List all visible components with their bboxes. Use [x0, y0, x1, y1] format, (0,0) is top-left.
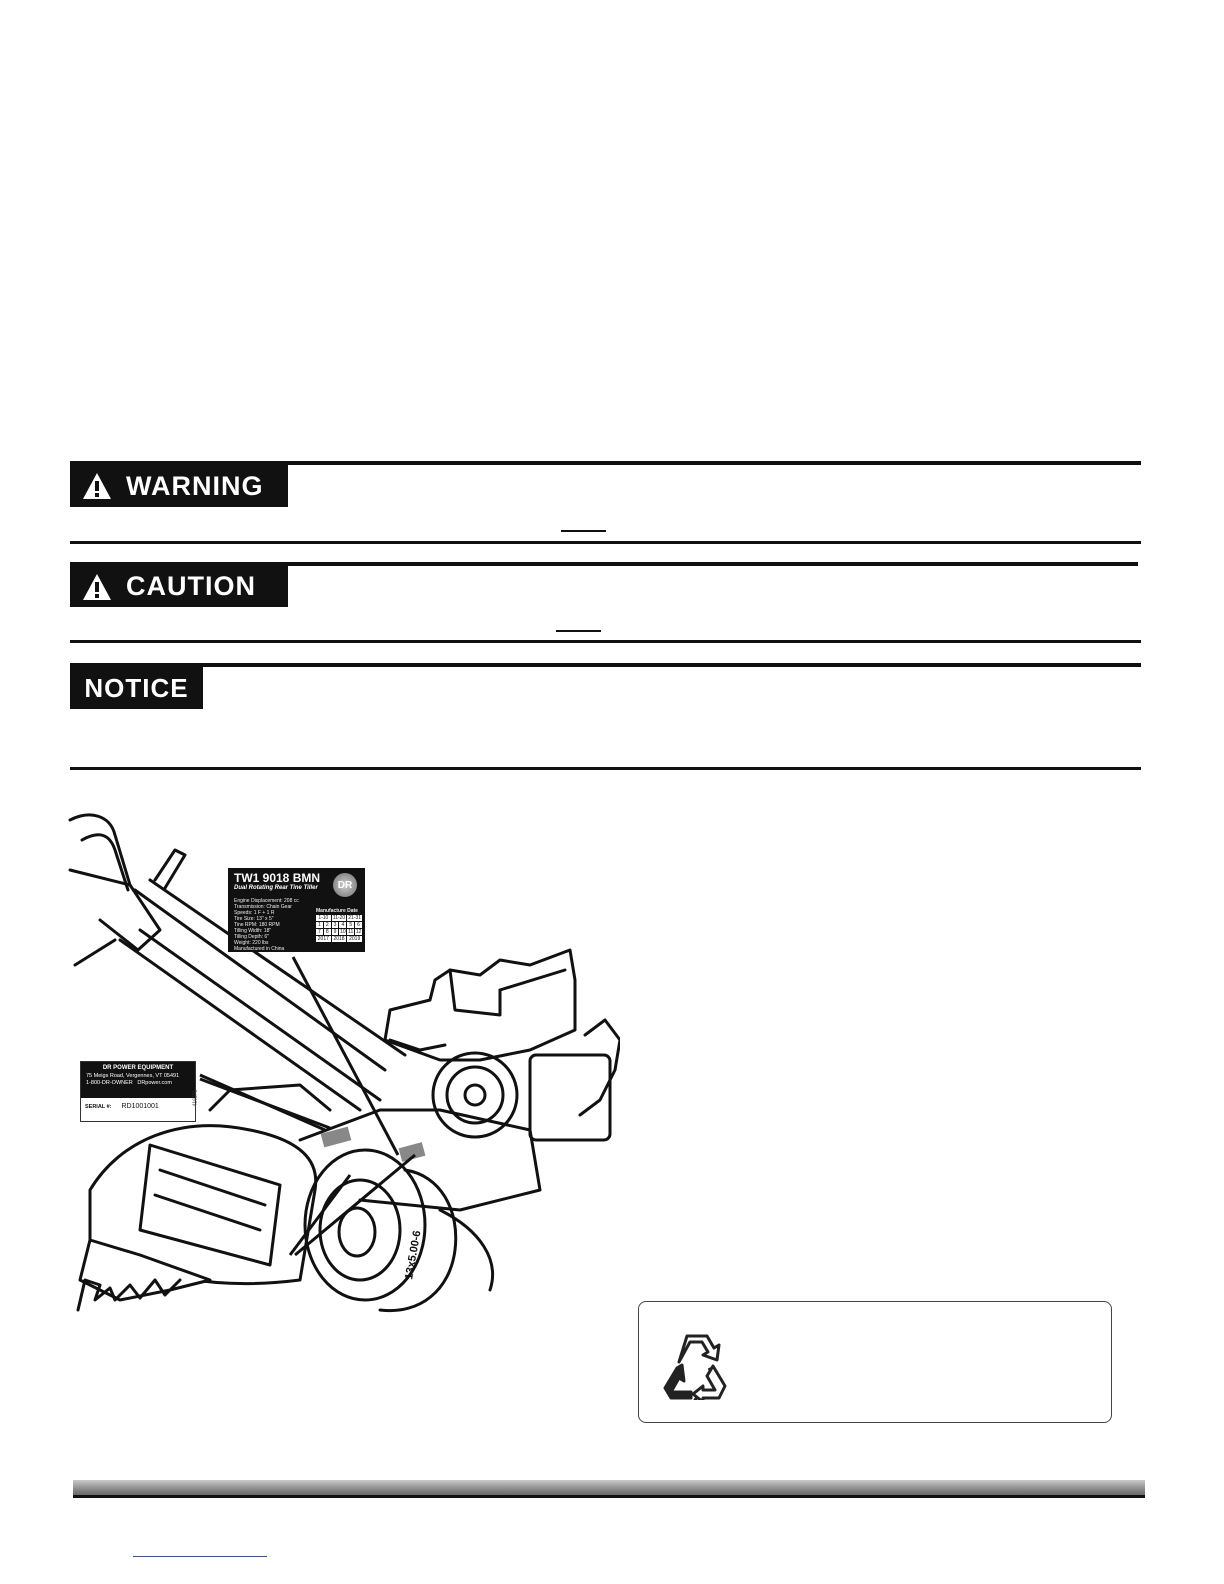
date-row: 1-10 11-20 21-31	[316, 915, 362, 921]
manufacture-date-grid	[316, 908, 362, 942]
spec-list	[234, 898, 306, 952]
spec-row: Transmission: Chain Gear	[234, 904, 292, 910]
manufacture-date-heading: Manufacture Date	[316, 908, 358, 914]
spec-row: Manufactured in China	[234, 946, 285, 952]
serial-label-header	[81, 1062, 195, 1098]
serial-contact: 1-800-DR-OWNER DRpower.com	[86, 1080, 172, 1086]
recycle-box	[638, 1301, 1112, 1423]
date-row: 7 8 9 10 11 12	[316, 929, 362, 935]
spec-row: Engine Displacement: 208 cc	[234, 898, 299, 904]
recycle-icon	[657, 1332, 729, 1400]
warning-label: WARNING	[126, 470, 264, 501]
serial-address: 75 Meigs Road, Vergennes, VT 05491	[86, 1073, 180, 1079]
serial-company: DR POWER EQUIPMENT	[102, 1065, 174, 1071]
caution-label: CAUTION	[126, 571, 256, 601]
date-row: 1 2 3 4 5 6	[316, 922, 362, 928]
spec-row: Weight: 220 lbs	[234, 940, 269, 946]
serial-side-code: 416271	[192, 1089, 199, 1107]
model-label	[228, 868, 365, 952]
footer-rule	[73, 1495, 1145, 1498]
dr-logo-text: DR	[337, 879, 353, 891]
serial-prefix: SERIAL #:	[85, 1104, 112, 1110]
spec-row: Tire Size: 13" x 5"	[234, 916, 274, 922]
serial-row	[81, 1098, 195, 1110]
footer-link-underline[interactable]	[133, 1556, 267, 1557]
model-label-title: TW1 9018 BMN	[234, 871, 321, 885]
serial-label	[80, 1061, 199, 1122]
spec-row: Tilling Width: 18"	[234, 928, 272, 934]
notice-label: NOTICE	[84, 672, 189, 703]
spec-row: Tine RPM: 180 RPM	[234, 922, 280, 928]
tire-text: 13x5.00-6	[403, 1229, 424, 1281]
spec-row: Speeds: 1 F + 1 R	[234, 910, 275, 916]
date-row: 2017 2018 2019	[317, 936, 361, 942]
spec-row: Tilling Depth: 6"	[234, 934, 269, 940]
dr-logo	[333, 873, 357, 897]
serial-value: RD1001001	[121, 1103, 159, 1110]
model-label-subtitle: Dual Rotating Rear Tine Tiller	[234, 885, 318, 891]
footer-bar	[73, 1480, 1145, 1495]
